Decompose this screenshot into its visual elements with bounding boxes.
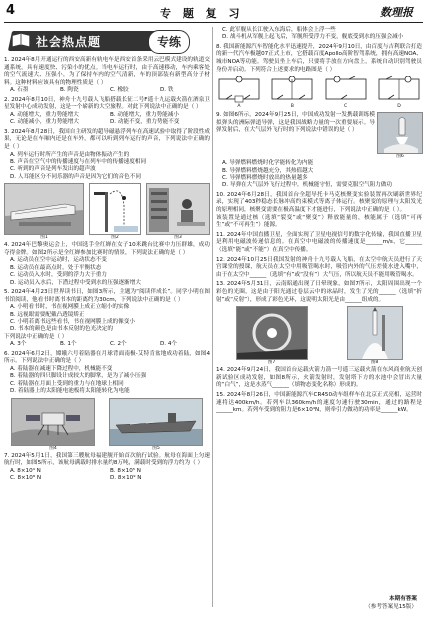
option: A. 8×10⁴ N bbox=[10, 467, 41, 474]
option: C. 着陆器在月面上受到的重力与在地球上相同 bbox=[10, 380, 124, 387]
option: C. 听到的声音是列车发出的超声波 bbox=[10, 166, 96, 173]
question-1: 1. 2024年8月开通运行的西安高新有轨电车是西安首条采用云巴模式建设的轨道交通系统，具有速度快、污染小的优点。当电车运行时，由于高速移动，车内乘客处的空气流速大、压强小，为了保持车内的空气清新，车的顶部装有新型高分子材料。这种材料应该具有的物理性质是（ ） bbox=[4, 57, 210, 86]
circuit-label: B bbox=[290, 104, 294, 110]
newspaper-brand: 数理报 bbox=[380, 6, 413, 19]
question-7: 7. 2024年5月1日，我国第三艘航母福建舰开始首次航行试验。航母在海面上匀速航行时，如图5所示，该航母满载时排水量约8万吨，满载时受到的浮力约为（ ） bbox=[4, 452, 210, 467]
question-2: 2. 2024年8月10日，神舟十九号载人飞船搭载长征二号F遥十九运载火箭在酒泉卫星发射中心成功发射，这是一个崭新的大空旅程。对此下列说法中正确的是（ ） bbox=[4, 96, 210, 111]
circuit-label: D bbox=[397, 104, 401, 110]
option: A. 列车运行时所产生的声音是由物体振动产生的 bbox=[10, 151, 130, 158]
option: D. 动能不变，重力势能不变 bbox=[110, 119, 180, 126]
page-footer bbox=[365, 596, 417, 611]
option: B. 着陆器的四只脚设计成较大的脚掌，是为了减小压强 bbox=[10, 373, 147, 380]
question-1-options bbox=[4, 87, 210, 94]
question-12: 12. 2024年10月25日我国发射的神舟十九号载人飞船，在太空中航天员进行了天宫课堂的授课，航天员在太空中用吸管喝水时，吸管内外的气压差使水进入嘴中，由于在太空中______（选填“有”或“没有”）大气压，所以航天员不能用吸管喝水。 bbox=[216, 256, 422, 278]
maglev-train-photo bbox=[4, 183, 84, 235]
lunar-lander-photo bbox=[11, 398, 95, 446]
book-icon bbox=[12, 33, 30, 48]
option: D. 书本的颜色是由书本反射的色光决定的 bbox=[10, 326, 113, 333]
option: C. 运动员入水时，受到的浮力大于重力 bbox=[10, 272, 107, 279]
option: B. 动能增大，重力势能减小 bbox=[110, 111, 179, 118]
circuit-label: A bbox=[237, 104, 241, 110]
option: A. 导弹燃料燃烧时化学能转化为内能 bbox=[222, 160, 314, 167]
figure-caption: 图5 bbox=[152, 445, 160, 451]
option: C. 小明若离书远些看书，书在视网膜上成的像变小 bbox=[10, 319, 135, 325]
section-banner bbox=[10, 28, 190, 54]
question-3: 3. 2024年8月28日，我国自主研发的超导磁悬浮列车在高速试验中取得了阶段性成果，无论是在车厢内还是在车外，都可以听到列车运行的声音，下列说法中正确的是（ ） bbox=[4, 128, 210, 150]
aircraft-carrier-photo bbox=[109, 398, 203, 446]
question-10-fill: 该装置是通过核（选填“裂变”或“聚变”）释放能量的，核能属于（选填“可再生”或“不可再生”）能源。 bbox=[216, 214, 422, 229]
option: D. 人耳能区分不同乐器的声音是因为它们的音色不同 bbox=[10, 173, 141, 180]
column-divider bbox=[212, 27, 213, 607]
option: C. 8×10⁸ N bbox=[10, 475, 42, 482]
page-number: 4 bbox=[6, 3, 16, 18]
option: B. 陶瓷 bbox=[60, 87, 79, 94]
page-header bbox=[0, 0, 427, 24]
banner-title: 社会热点题 bbox=[36, 35, 102, 49]
figure-row-top bbox=[4, 183, 210, 241]
left-column bbox=[4, 27, 210, 483]
option: D. 着陆器上的太阳能电池板将太阳能转化为电能 bbox=[10, 388, 130, 395]
question-9: 9. 如图6所示，2024年9月25日，中国成功发射一发携载训练模拟弹头的洲际弹道导弹，这是我国战略力量的一次重要展示。导弹发射后，在大气层外飞行时的下列说法中错误的是（ ） bbox=[216, 112, 375, 134]
option: D. 4个 bbox=[160, 341, 178, 348]
figure-caption: 图6 bbox=[396, 154, 404, 160]
circuit-diagrams bbox=[216, 76, 422, 110]
question-6: 6. 2024年6月2日，嫦娥六号着陆器在月球背面南极-艾特肯盆地成功着陆，如图4所示。下列说法中正确的是（ ） bbox=[4, 350, 210, 365]
option: D. 8×10⁹ N bbox=[110, 475, 142, 482]
option: A. 运动员在空中运动时，运动状态不变 bbox=[10, 257, 107, 264]
option: D. 铁 bbox=[160, 87, 174, 94]
option: B. 导弹燃料燃烧越充分，其热值越大 bbox=[222, 167, 314, 174]
option: C. 导弹燃料燃烧时放出的热量越多 bbox=[222, 175, 308, 181]
banner-stamp: 专练 bbox=[148, 30, 190, 54]
question-14: 14. 2024年9月24日，我国首台运载火箭力箭一号遥三运载火箭在东风商业航天创新试验区成功发射，如图8所示，火箭发射时，发射塔下方的水池中会冒出大量的“白气”，这是水蒸气______（填物态变化名称）形成的。 bbox=[216, 367, 422, 389]
question-15: 15. 2024年8月26日，中国新能源汽车CR450动车组样车在北京正式亮相，运营时速将达400km/h。若列车以360km/h的速度匀速行驶30min，通过的路程是______km。若列车受到的阻力是6×10⁴N，则牵引力做功的功率是______kW。 bbox=[216, 391, 422, 414]
header-rule bbox=[4, 22, 423, 23]
question-8: 8. 我国新能源汽车智能化水平迅速提升，2024年9月10日，由百度与吉利联合打造的新一代汽车极越07正式上市，它搭载百度Apollo高阶智驾系统，拥有高速NOA、城市NOA等功能。驾驶员坐上车后，只要将手放在方向盘上，系统自动识别驾驶员身份并启动。下列符合上述要求的电路图是（ ） bbox=[216, 43, 422, 73]
option: D. 战斗机从军舰上起飞后，军舰所受浮力不变，舰底受到水的压强会减小 bbox=[222, 34, 404, 41]
option: B. 运动员在最高点时，处于平衡状态 bbox=[10, 264, 102, 271]
question-4: 4. 2024年巴黎奥运会上，中国选手全红婵在女子10米跳台比赛中力压群雄，成功夺得金牌。如图2所示是全红婵参加比赛时的情景，下列说法正确的是（ ） bbox=[4, 242, 210, 256]
circuit-diagram-icon bbox=[269, 76, 315, 104]
circuit-diagram-icon bbox=[376, 76, 422, 104]
answer-note: 本期有答案 bbox=[389, 596, 417, 602]
solar-halo-photo bbox=[236, 306, 308, 360]
circuit-label: C bbox=[344, 104, 348, 110]
option: A. 着陆器在减速下降过程中，机械能不变 bbox=[10, 366, 113, 372]
figure-caption: 图4 bbox=[49, 445, 57, 451]
option: D. 导弹在大气层外飞行过程中，机械能守恒，需要克服空气阻力做功 bbox=[222, 182, 393, 189]
question-2-options bbox=[4, 119, 210, 126]
question-5: 5. 2024年4月23日世界读书日，如图3所示，主题为“阅读伴成长”。同学小明在图书馆阅读，他看书时离书本的距离约为30cm，下列说法中正确的是（ ） bbox=[4, 289, 210, 303]
option: A. 动能增大，重力势能增大 bbox=[10, 111, 79, 118]
answer-reference: （参考答案见15版） bbox=[365, 603, 417, 610]
figure-row-bottom bbox=[4, 398, 210, 452]
question-5-prompt: 下列说法中正确的是（ ） bbox=[4, 333, 68, 340]
option: C. 动能减小，重力势能增大 bbox=[10, 119, 79, 126]
option: B. 声音在空气中的传播速度与在列车中的传播速度相同 bbox=[10, 158, 147, 165]
question-5-count-options bbox=[4, 341, 210, 348]
figure-caption: 图8 bbox=[370, 360, 379, 366]
option: A. 小明看书时，书在视网膜上成正立缩小的实像 bbox=[10, 304, 130, 311]
option: A. 石墨 bbox=[10, 87, 29, 94]
figure-caption: 图1 bbox=[40, 235, 48, 241]
option: B. 远视眼需要配戴凸透镜矫正 bbox=[10, 311, 85, 318]
figure-caption: 图3 bbox=[174, 235, 182, 241]
option: B. 1个 bbox=[60, 341, 77, 348]
library-photo bbox=[146, 183, 210, 235]
missile-launch-photo bbox=[377, 112, 423, 154]
question-11: 11. 2024年中国直播卫星，全面实现了卫星电视信号的数字化传输，我国直播卫星是利用电磁波传递信息的。在真空中电磁波的传播速度是______m/s，它______（选填“能”或“不能”）在真空中传播。 bbox=[216, 231, 422, 253]
diving-diagram bbox=[89, 183, 141, 235]
question-13: 13. 2024年5月31日，云南昭通出现了日晕现象，如图7所示，太阳周围出现一个彩色的光圈，这是由于阳光通过卷层云中的冰晶时，发生了光的______（选填“折射”或“反射”），形成了彩色光环，这说明太阳光是由______组成的。 bbox=[216, 281, 422, 303]
circuit-diagram-icon bbox=[323, 76, 369, 104]
circuit-diagram-icon bbox=[216, 76, 262, 104]
option: C. 2个 bbox=[110, 341, 127, 348]
option: C. 此军舰从长江驶入东海后，船体会上浮一些 bbox=[222, 27, 336, 33]
figure-caption: 图7 bbox=[267, 360, 276, 366]
section-title: 专 题 复 习 bbox=[160, 7, 244, 20]
figure-caption: 图2 bbox=[111, 235, 119, 241]
rocket-launch-photo bbox=[347, 306, 403, 360]
option: C. 橡胶 bbox=[110, 87, 129, 94]
option: D. 运动员入水后，下潜过程中受到水的压强逐渐增大 bbox=[10, 279, 141, 286]
option: A. 3个 bbox=[10, 341, 27, 348]
option: B. 8×10⁵ N bbox=[110, 467, 141, 474]
question-7-options bbox=[4, 475, 210, 482]
figure-row-mid bbox=[216, 306, 422, 366]
right-column bbox=[216, 27, 422, 415]
question-10: 10. 2024年6月28日，我国首台全超导托卡马克核聚变实验装置再次刷新世界纪录，实现了403秒稳态长脉冲高约束模式等离子体运行。核聚变的原理与太阳发光的原理相同，核聚变需要在极高温度下才能进行，下列说法中正确的是（ ）。 bbox=[216, 191, 422, 213]
